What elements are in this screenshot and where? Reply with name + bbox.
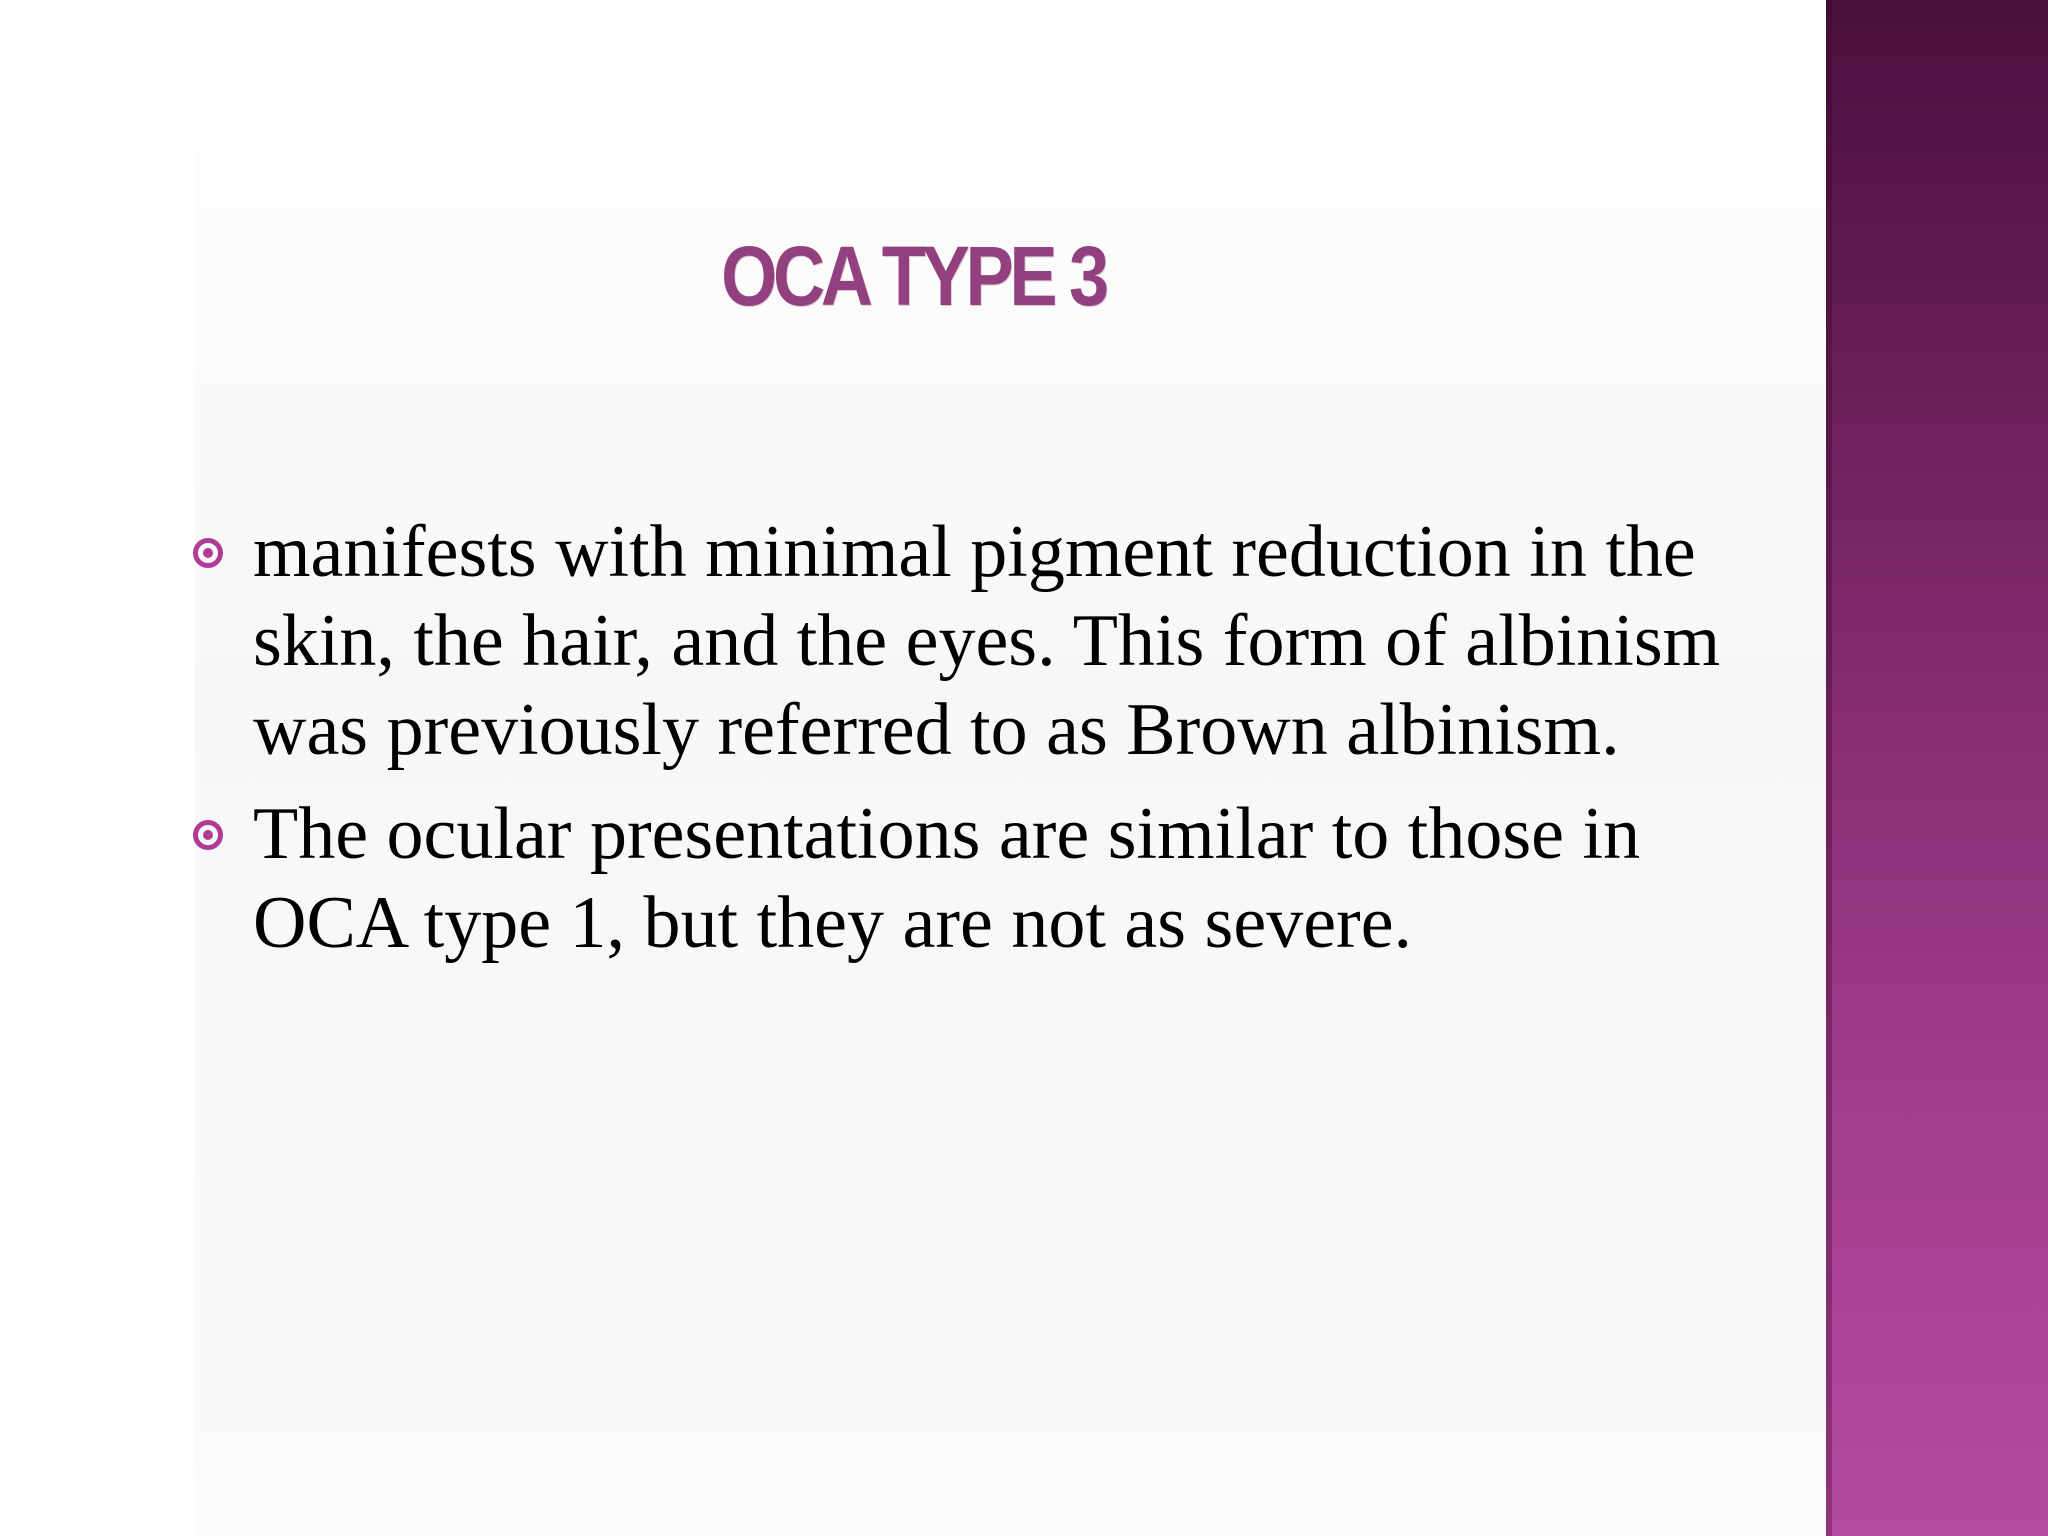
decorative-side-bar <box>1826 0 2048 1536</box>
bullet-text: The ocular presentations are similar to those in OCA type 1, but they are not as severe. <box>253 793 1641 964</box>
bullet-text: manifests with minimal pigment reduction in the skin, the hair, and the eyes. This form of albinism was previously referred to as Brown albinism. <box>253 511 1721 771</box>
bullet-item <box>190 508 1750 775</box>
circle-dot-icon <box>193 538 223 568</box>
bullet-item <box>190 790 1750 968</box>
slide-title: OCA TYPE 3 <box>721 229 1105 323</box>
side-bar-edge <box>1826 0 1832 1536</box>
circle-dot-icon <box>193 820 223 850</box>
slide-content <box>190 508 1750 983</box>
